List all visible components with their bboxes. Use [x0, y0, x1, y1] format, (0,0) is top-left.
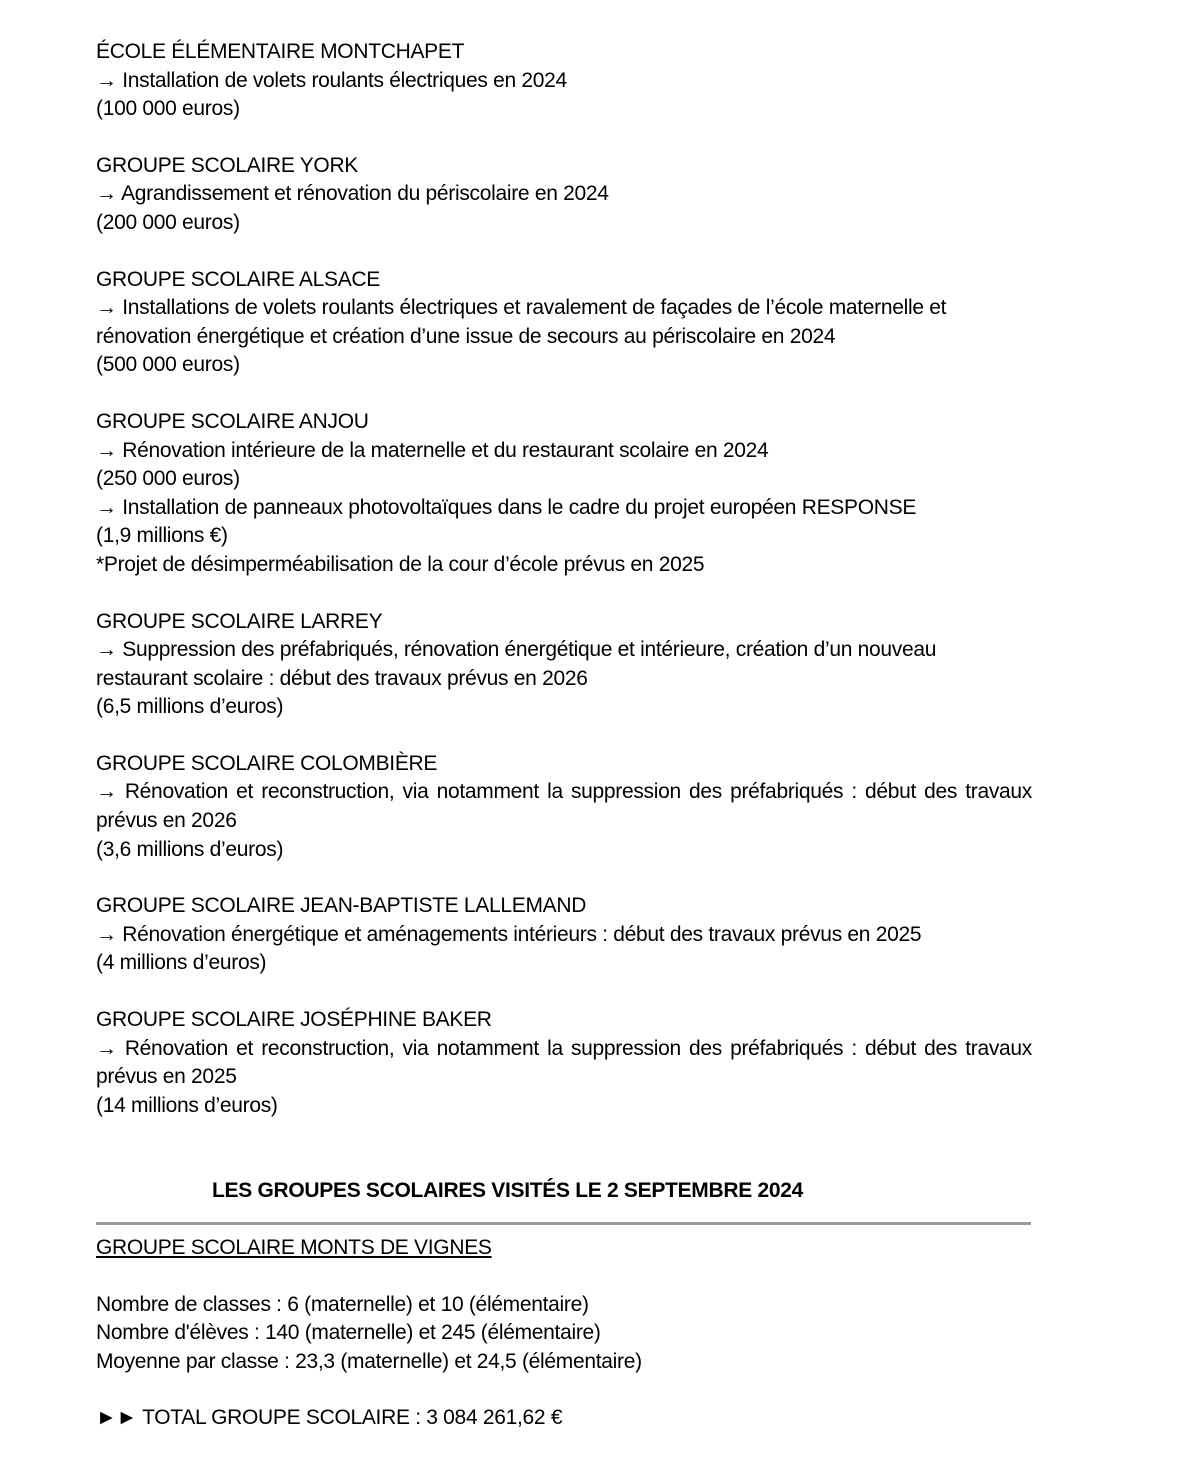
project-block-larrey — [96, 608, 1032, 722]
project-block-montchapet — [96, 38, 1032, 124]
project-cost: (1,9 millions €) — [96, 524, 228, 548]
project-cost: (6,5 millions d’euros) — [96, 695, 284, 719]
spacer — [96, 1263, 1032, 1291]
project-block-york — [96, 152, 1032, 238]
project-line: → Installation de volets roulants électriques en 2024 — [96, 68, 567, 92]
classes-count: Nombre de classes : 6 (maternelle) et 10 (élémentaire) — [96, 1292, 589, 1316]
project-note: *Projet de désimperméabilisation de la cour d’école prévus en 2025 — [96, 552, 705, 576]
project-line: → Agrandissement et rénovation du périscolaire en 2024 — [96, 182, 609, 206]
school-name: GROUPE SCOLAIRE ANJOU — [96, 409, 369, 433]
project-line: → Installations de volets roulants électriques et ravalement de façades de l’école maternelle et rénovation énergétique et création d’une issue de secours au périscolaire en 2024 — [96, 296, 947, 348]
project-block-lallemand — [96, 892, 1032, 978]
project-cost: (3,6 millions d’euros) — [96, 837, 284, 861]
school-name: GROUPE SCOLAIRE COLOMBIÈRE — [96, 751, 438, 775]
class-average: Moyenne par classe : 23,3 (maternelle) et 24,5 (élémentaire) — [96, 1349, 642, 1373]
project-cost: (500 000 euros) — [96, 353, 240, 377]
total-line: ►► TOTAL GROUPE SCOLAIRE : 3 084 261,62 € — [96, 1406, 563, 1430]
project-line: → Suppression des préfabriqués, rénovation énergétique et intérieure, création d’un nouveau restaurant scolaire : début des travaux prévus en 2026 — [96, 638, 937, 690]
project-line: → Rénovation et reconstruction, via notamment la suppression des préfabriqués : début des travaux prévus en 2025 — [96, 1036, 1032, 1089]
school-name: GROUPE SCOLAIRE LARREY — [96, 609, 383, 633]
project-cost: (250 000 euros) — [96, 467, 240, 491]
project-block-anjou — [96, 408, 1032, 580]
project-cost: (4 millions d’euros) — [96, 951, 267, 975]
project-line: → Installation de panneaux photovoltaïques dans le cadre du projet européen RESPONSE — [96, 495, 917, 519]
students-count: Nombre d'élèves : 140 (maternelle) et 245 (élémentaire) — [96, 1321, 601, 1345]
school-name: GROUPE SCOLAIRE JEAN-BAPTISTE LALLEMAND — [96, 894, 587, 918]
project-cost: (200 000 euros) — [96, 210, 240, 234]
project-cost: (14 millions d’euros) — [96, 1093, 278, 1117]
school-name: GROUPE SCOLAIRE JOSÉPHINE BAKER — [96, 1008, 492, 1032]
projects-list — [96, 38, 1032, 1148]
project-block-colombiere — [96, 750, 1032, 864]
project-line: → Rénovation et reconstruction, via notamment la suppression des préfabriqués : début des travaux prévus en 2026 — [96, 780, 1032, 833]
visited-school — [96, 1234, 1032, 1433]
section-divider — [96, 1222, 1031, 1225]
project-block-alsace — [96, 266, 1032, 380]
project-line: → Rénovation énergétique et aménagements intérieurs : début des travaux prévus en 2025 — [96, 922, 922, 946]
visited-school-name: GROUPE SCOLAIRE MONTS DE VIGNES — [96, 1236, 492, 1259]
project-block-baker — [96, 1006, 1032, 1120]
project-cost: (100 000 euros) — [96, 97, 240, 121]
school-name: ÉCOLE ÉLÉMENTAIRE MONTCHAPET — [96, 40, 465, 63]
school-name: GROUPE SCOLAIRE ALSACE — [96, 267, 380, 291]
project-line: → Rénovation intérieure de la maternelle et du restaurant scolaire en 2024 — [96, 438, 769, 462]
section-title: LES GROUPES SCOLAIRES VISITÉS LE 2 SEPTEMBRE 2024 — [212, 1179, 803, 1202]
school-name: GROUPE SCOLAIRE YORK — [96, 153, 359, 177]
spacer — [96, 1376, 1032, 1404]
